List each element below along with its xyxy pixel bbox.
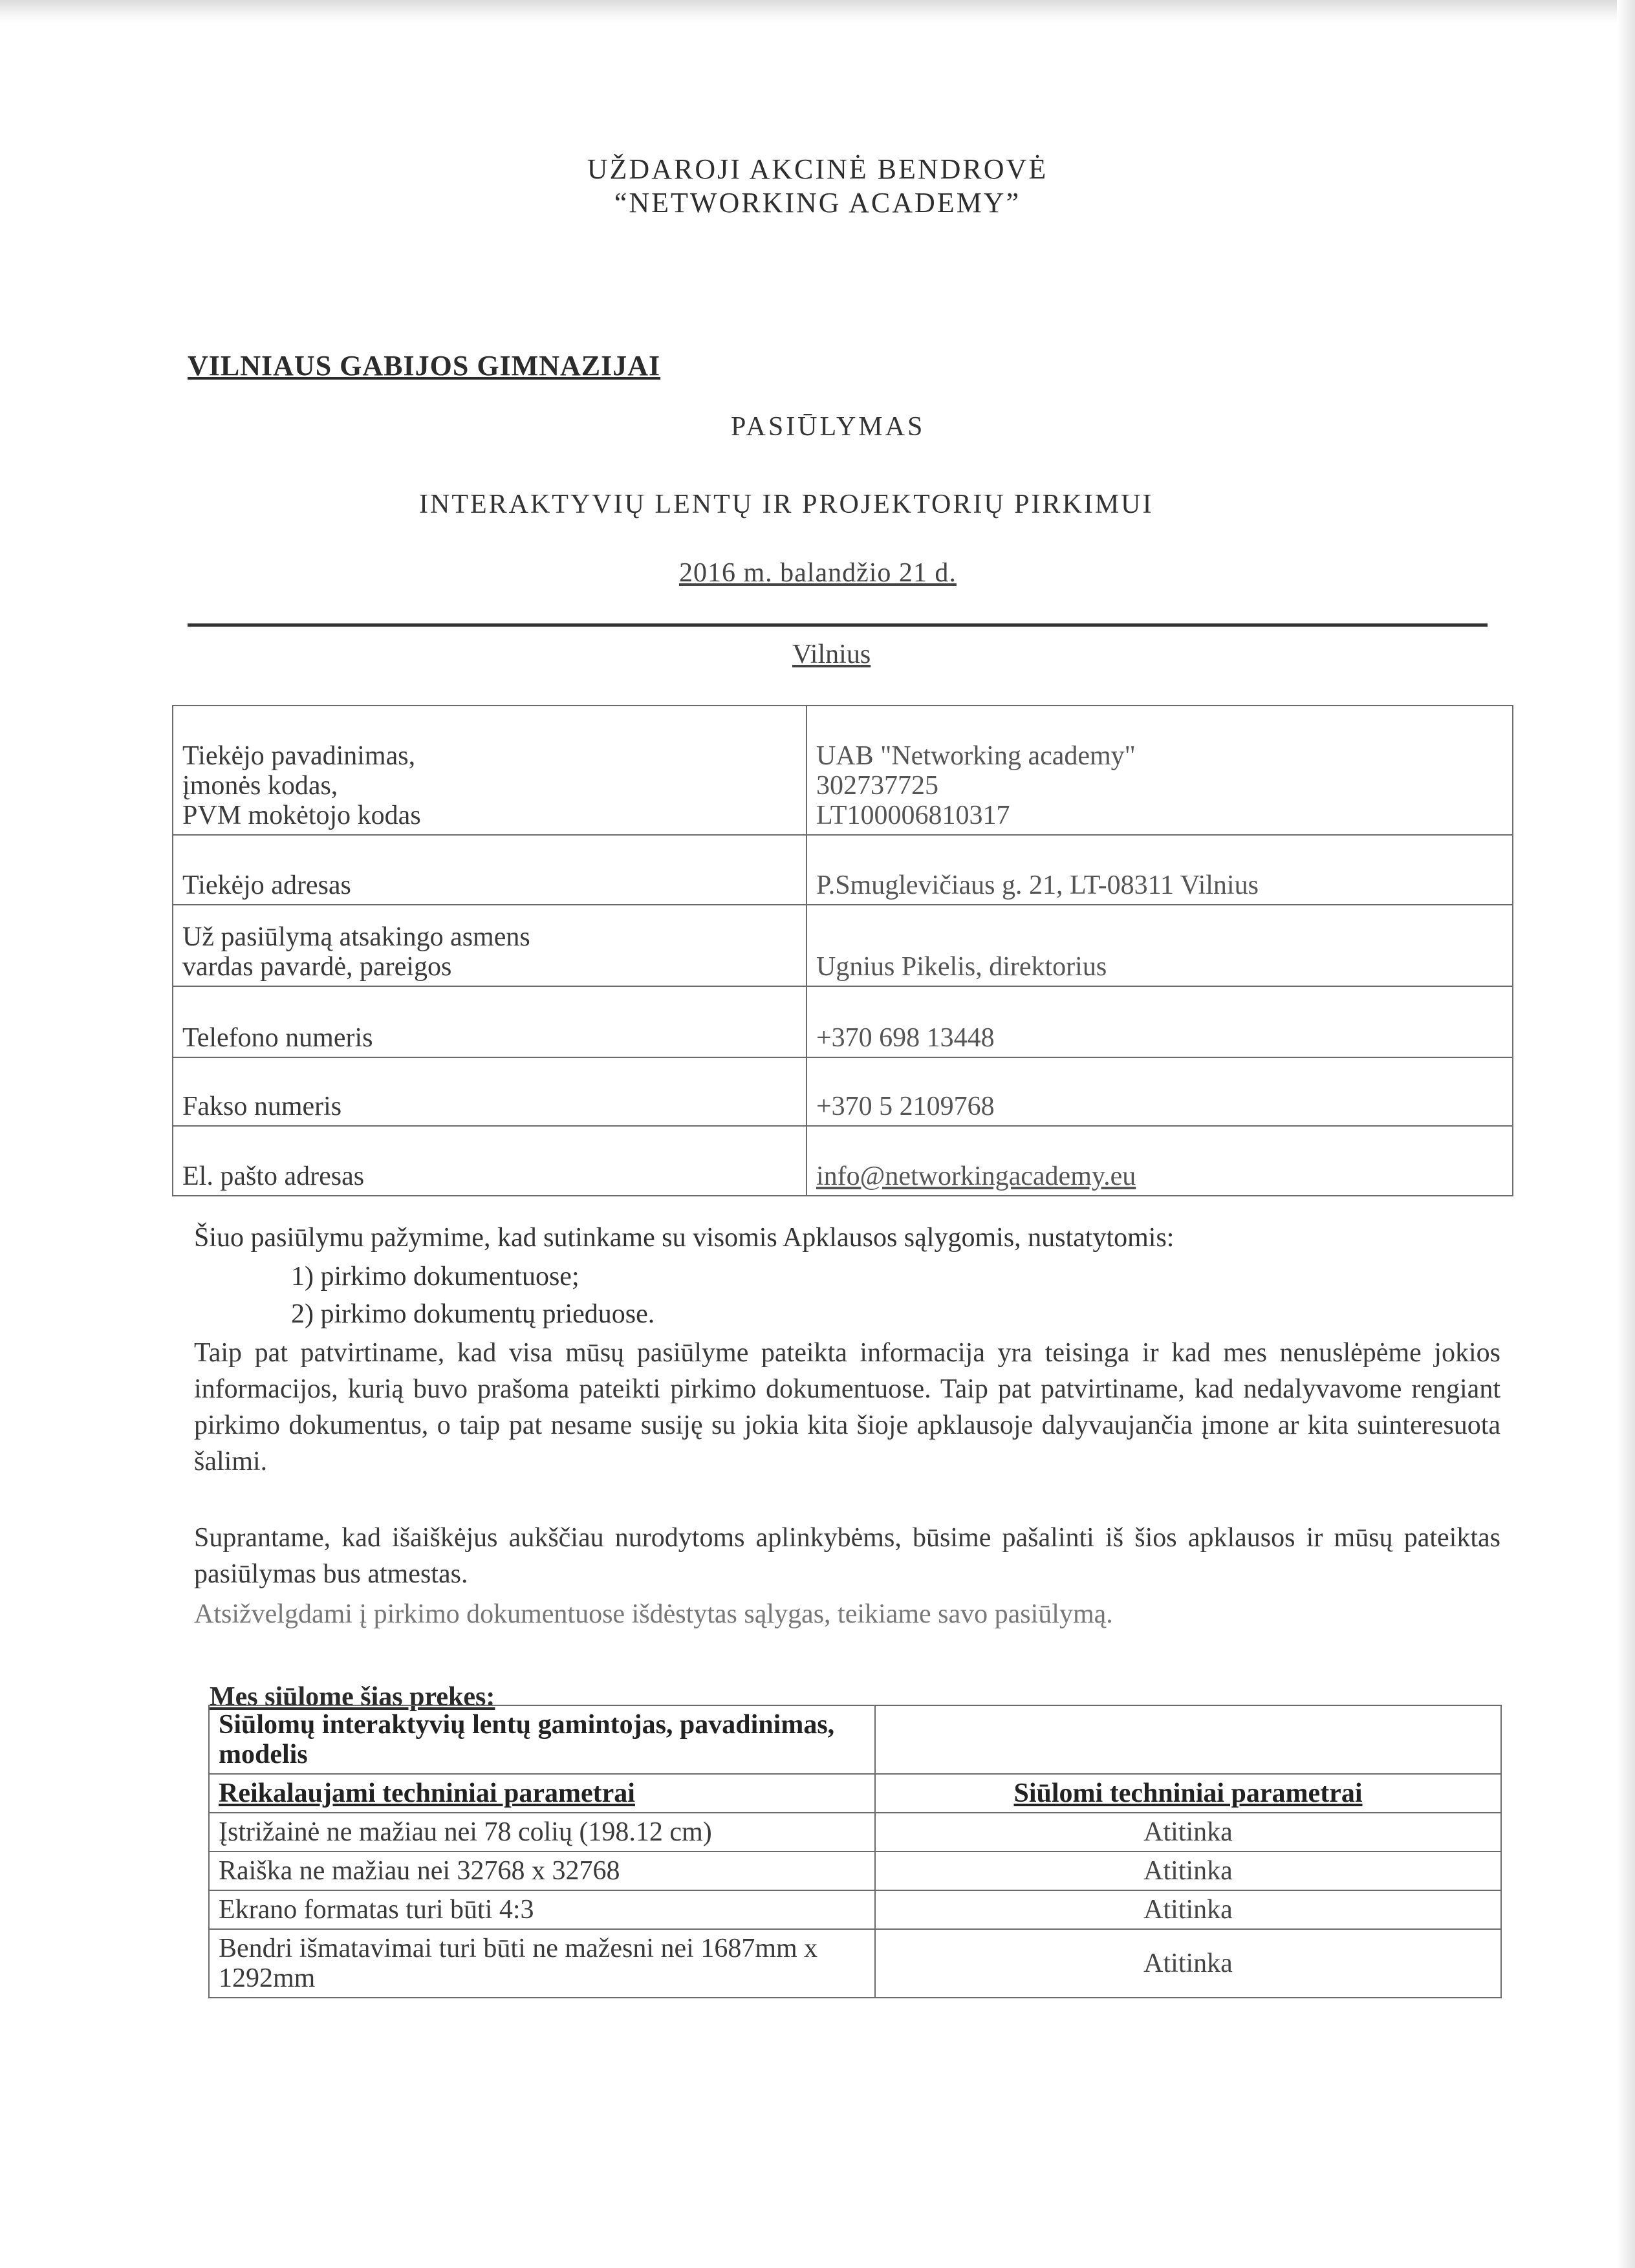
exclusion-paragraph: Suprantame, kad išaiškėjus aukščiau nurodytoms aplinkybėms, būsime pašalinti iš šios apklausos ir mūsų pateiktas pasiūlymas bus atmestas. (194, 1523, 1500, 1589)
list-item-2: 2) pirkimo dokumentų prieduose. (291, 1299, 655, 1329)
offered-param: Atitinka (875, 1929, 1501, 1998)
document-subtitle: INTERAKTYVIŲ LENTŲ IR PROJEKTORIŲ PIRKIMUI (419, 490, 1154, 519)
table-row (173, 905, 1513, 986)
confirmation-paragraph: Taip pat patvirtiname, kad visa mūsų pasiūlyme pateikta informacija yra teisinga ir kad mes nenuslėpėme jokios informacijos, kurią buvo prašoma pateikti pirkimo dokumentuose. Taip pat patvirtiname, kad nedalyvavome rengiant pirkimo dokumentus, o taip pat nesame susiję su jokia kita šioje apklausoje dalyvaujančia įmone ar kita suinteresuota šalimi. (194, 1338, 1500, 1476)
table-row (209, 1813, 1501, 1852)
divider (188, 623, 1488, 627)
required-param: Įstrižainė ne mažiau nei 78 colių (198.12 cm) (209, 1813, 875, 1852)
label-line: Už pasiūlymą atsakingo asmens (182, 922, 530, 952)
table-row (173, 835, 1513, 905)
intro-text: Šiuo pasiūlymu pažymime, kad sutinkame su visomis Apklausos sąlygomis, nustatytomis: (194, 1223, 1175, 1253)
fax-label: Fakso numeris (173, 1057, 807, 1126)
company-line-2: “NETWORKING ACADEMY” (614, 187, 1021, 219)
manufacturer-value (875, 1705, 1501, 1774)
email-label: El. pašto adresas (173, 1126, 807, 1196)
supplier-name-label (173, 706, 807, 835)
supplier-table (172, 705, 1513, 1196)
table-row (209, 1774, 1501, 1813)
document-city: Vilnius (792, 640, 871, 669)
goods-table (208, 1705, 1502, 1998)
offered-params-header: Siūlomi techniniai parametrai (875, 1774, 1501, 1813)
email-link[interactable]: info@networkingacademy.eu (816, 1161, 1136, 1191)
document-title: PASIŪLYMAS (731, 412, 926, 442)
responsible-person-label (173, 905, 807, 986)
offer-paragraph: Atsižvelgdami į pirkimo dokumentuose išdėstytas sąlygas, teikiame savo pasiūlymą. (194, 1599, 1113, 1629)
phone-label: Telefono numeris (173, 986, 807, 1057)
company-name (0, 153, 1635, 220)
manufacturer-label: Siūlomų interaktyvių lentų gamintojas, pavadinimas, modelis (209, 1705, 875, 1774)
list-item-1: 1) pirkimo dokumentuose; (291, 1262, 579, 1291)
responsible-person-value: Ugnius Pikelis, direktorius (807, 905, 1513, 986)
goods-heading: Mes siūlome šias prekes: (210, 1682, 495, 1712)
label-line: vardas pavardė, pareigos (182, 952, 452, 982)
value-line: UAB "Networking academy" (816, 741, 1136, 771)
table-row (173, 706, 1513, 835)
required-param: Bendri išmatavimai turi būti ne mažesni nei 1687mm x 1292mm (209, 1929, 875, 1998)
table-row (173, 986, 1513, 1057)
label-line: Tiekėjo pavadinimas, (182, 741, 416, 771)
required-param: Ekrano formatas turi būti 4:3 (209, 1890, 875, 1929)
required-params-header: Reikalaujami techniniai parametrai (209, 1774, 875, 1813)
table-row (209, 1890, 1501, 1929)
scan-edge-top (0, 0, 1635, 23)
table-row (209, 1852, 1501, 1890)
phone-value: +370 698 13448 (807, 986, 1513, 1057)
supplier-name-value (807, 706, 1513, 835)
table-row (209, 1929, 1501, 1998)
recipient: VILNIAUS GABIJOS GIMNAZIJAI (188, 350, 661, 382)
document-date: 2016 m. balandžio 21 d. (679, 558, 957, 588)
offered-param: Atitinka (875, 1852, 1501, 1890)
required-param: Raiška ne mažiau nei 32768 x 32768 (209, 1852, 875, 1890)
address-value: P.Smuglevičiaus g. 21, LT-08311 Vilnius (807, 835, 1513, 905)
address-label: Tiekėjo adresas (173, 835, 807, 905)
value-line: 302737725 (816, 771, 938, 801)
offered-param: Atitinka (875, 1890, 1501, 1929)
scan-edge-right (1617, 0, 1635, 2268)
label-line: įmonės kodas, (182, 771, 338, 801)
table-row (173, 1057, 1513, 1126)
fax-value: +370 5 2109768 (807, 1057, 1513, 1126)
table-row (209, 1705, 1501, 1774)
offered-param: Atitinka (875, 1813, 1501, 1852)
company-line-1: UŽDAROJI AKCINĖ BENDROVĖ (587, 153, 1048, 185)
value-line: LT100006810317 (816, 801, 1010, 830)
label-line: PVM mokėtojo kodas (182, 801, 421, 830)
table-row (173, 1126, 1513, 1196)
email-value (807, 1126, 1513, 1196)
